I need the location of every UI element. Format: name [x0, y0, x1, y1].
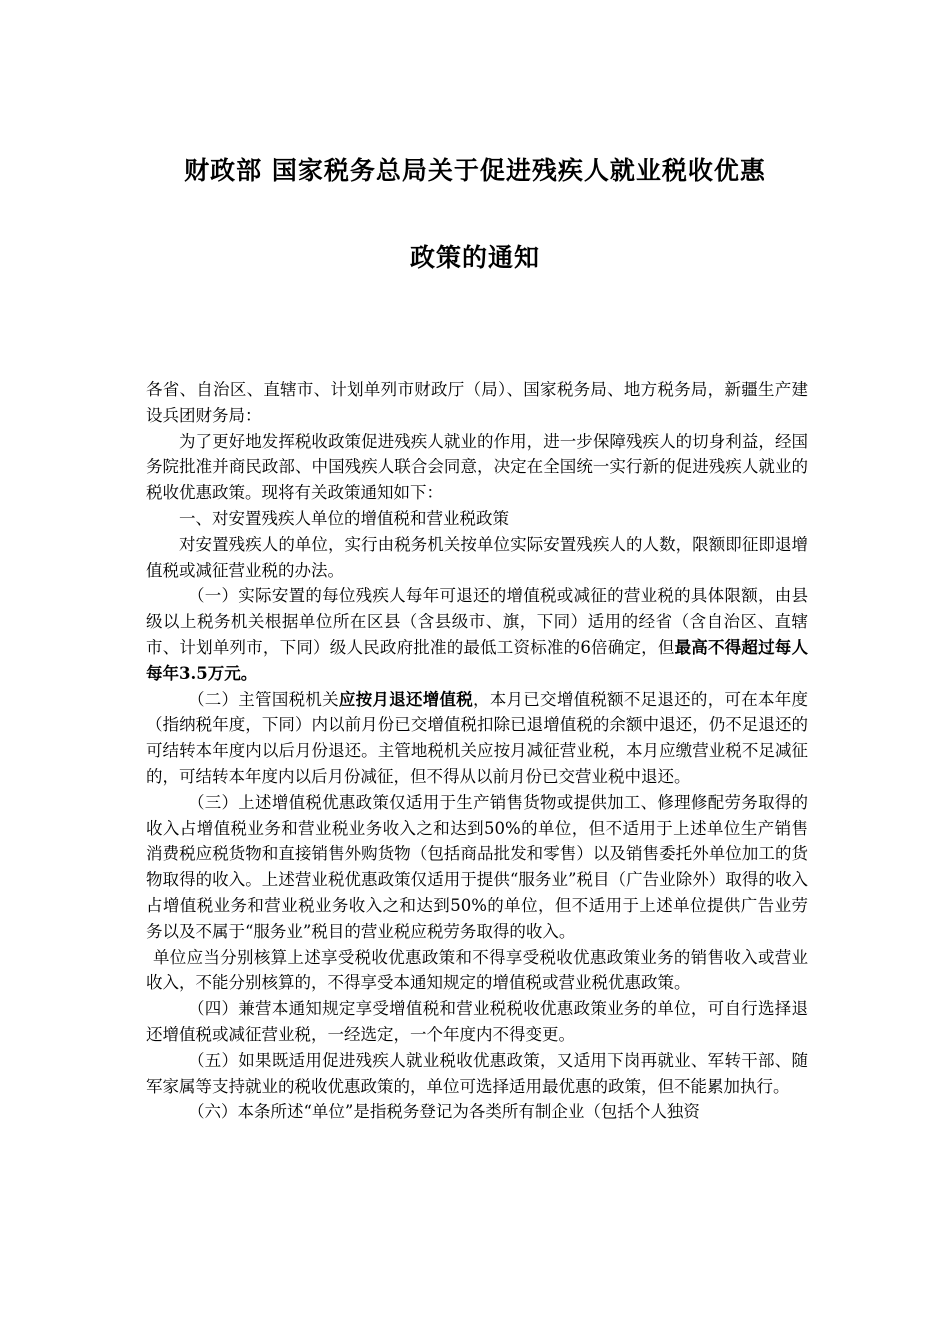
item-5-paragraph: （五）如果既适用促进残疾人就业税收优惠政策，又适用下岗再就业、军转干部、随军家属等支持就业的税收优惠政策的，单位可选择适用最优惠的政策，但不能累加执行。	[146, 1050, 808, 1096]
item-2-post: ，本月已交增值税额不足退还的，可在本年度（指纳税年度，下同）内以前月份已交增值税扣除已退增值税的余额中退还，仍不足退还的可结转本年度内以后月份退还。主管地税机关应按月减征营业税，本月应缴营业税不足减征的，可结转本年度内以后月份减征，但不得从以前月份已交营业税中退还。	[146, 689, 809, 786]
intro-paragraph: 为了更好地发挥税收政策促进残疾人就业的作用，进一步保障残疾人的切身利益，经国务院批准并商民政部、中国残疾人联合会同意，决定在全国统一实行新的促进残疾人就业的税收优惠政策。现将有关政策通知如下：	[146, 431, 808, 503]
item-1-paragraph	[146, 583, 808, 686]
item-2-bold-text: 应按月退还增值税	[338, 689, 473, 709]
item-1-bold-text: 最高不得超过每人每年3.5万元。	[146, 637, 808, 683]
item-2-paragraph	[146, 687, 808, 790]
section1-intro: 对安置残疾人的单位，实行由税务机关按单位实际安置残疾人的人数，限额即征即退增值税或减征营业税的办法。	[146, 534, 808, 580]
document-title-line1: 财政部 国家税务总局关于促进残疾人就业税收优惠	[184, 156, 766, 185]
salutation: 各省、自治区、直辖市、计划单列市财政厅（局）、国家税务局、地方税务局，新疆生产建设兵团财务局：	[146, 380, 808, 425]
item-2-pre: （二）主管国税机关	[188, 689, 339, 709]
document-title-line2: 政策的通知	[409, 243, 540, 272]
document-body	[146, 377, 808, 1125]
item-3-paragraph: （三）上述增值税优惠政策仅适用于生产销售货物或提供加工、修理修配劳务取得的收入占增值税业务和营业税业务收入之和达到50%的单位，但不适用于上述单位生产销售消费税应税货物和直接销售外购货物（包括商品批发和零售）以及销售委托外单位加工的货物取得的收入。上述营业税优惠政策仅适用于提供“服务业”税目（广告业除外）取得的收入占增值税业务和营业税业务收入之和达到50%的单位，但不适用于上述单位提供广告业劳务以及不属于“服务业”税目的营业税应税劳务取得的收入。	[146, 792, 808, 941]
item-4-paragraph: （四）兼营本通知规定享受增值税和营业税税收优惠政策业务的单位，可自行选择退还增值税或减征营业税，一经选定，一个年度内不得变更。	[146, 999, 808, 1044]
section1-heading: 一、对安置残疾人单位的增值税和营业税政策	[179, 508, 509, 528]
item-1-text: （一）实际安置的每位残疾人每年可退还的增值税或减征的营业税的具体限额，由县级以上税务机关根据单位所在区县（含县级市、旗，下同）适用的经省（含自治区、直辖市、计划单列市，下同）级人民政府批准的最低工资标准的6倍确定，但	[146, 586, 808, 657]
accounting-note-paragraph: 单位应当分别核算上述享受税收优惠政策和不得享受税收优惠政策业务的销售收入或营业收入，不能分别核算的，不得享受本通知规定的增值税或营业税优惠政策。	[146, 947, 808, 993]
item-6-paragraph: （六）本条所述“单位”是指税务登记为各类所有制企业（包括个人独资	[188, 1102, 700, 1122]
